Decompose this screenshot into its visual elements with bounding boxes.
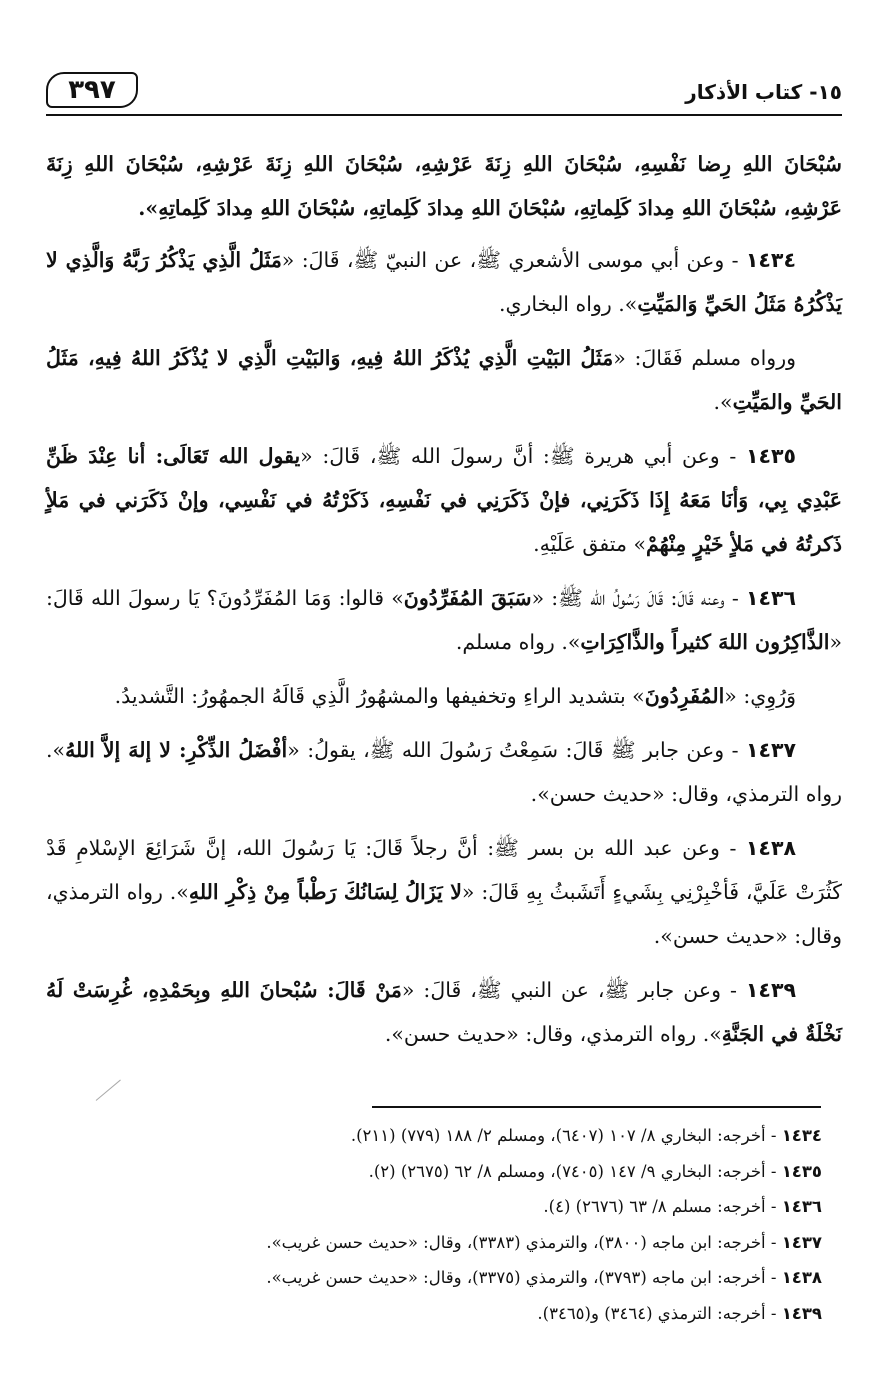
hadith-quote: مَثَلُ البَيْتِ الَّذِي يُذْكَرُ اللهُ فِيهِ، وَالبَيْتِ الَّذِي لا يُذْكَرُ اللهُ فِيهِ، مَثَلُ الحَيِّ والمَيِّتِ (46, 346, 842, 414)
running-header (46, 70, 842, 118)
footnote-1437 (46, 1225, 822, 1261)
paragraph-tasbih (46, 142, 842, 230)
hadith-1436-note (46, 674, 842, 718)
hadith-lead: - وعن أبي موسى الأشعري ﷺ، عن النبيّ ﷺ، قَالَ: « (281, 248, 739, 272)
hadith-1434 (46, 238, 842, 326)
hadith-lead: - وعن جابر ﷺ، عن النبي ﷺ، قَالَ: « (401, 978, 737, 1002)
chapter-title: ١٥- كتاب الأذكار (685, 80, 842, 104)
note-lead: وَرُوِي: « (724, 684, 796, 708)
footnote-number: ١٤٣٥ (781, 1161, 822, 1181)
page-number-badge (46, 72, 138, 108)
hadith-1434-muslim (46, 336, 842, 424)
main-text (46, 142, 842, 1066)
hadith-number: ١٤٣٥ (745, 444, 796, 468)
hadith-quote-2: الذَّاكِرُون اللهَ كثيراً والذَّاكِرَاتِ (580, 630, 830, 654)
footnote-number: ١٤٣٨ (781, 1268, 822, 1287)
hadith-quote: سَبَقَ المُفَرِّدُونَ (403, 586, 532, 610)
hadith-quote: مَنْ قَالَ: سُبْحانَ اللهِ وبِحَمْدِهِ، غُرِسَتْ لَهُ نَخْلَةٌ في الجَنَّةِ (46, 978, 842, 1046)
footnote-text: - أخرجه: الترمذي (٣٤٦٤) و(٣٤٦٥). (537, 1303, 777, 1323)
footnote-text: - أخرجه: البخاري ٩/ ١٤٧ (٧٤٠٥)، ومسلم ٨/ ٦٢ (٢٦٧٥) (٢). (368, 1161, 777, 1181)
footnote-1435 (46, 1154, 822, 1190)
hadith-1438 (46, 826, 842, 958)
hadith-lead: - وعن عبد الله بن بسر ﷺ: أنَّ رجلاً قَالَ: يَا رَسُولَ الله، إنَّ شَرَائِعَ الإسْلامِ قَدْ كَثُرَتْ عَلَيَّ، فَأخْبِرْنِي بِشَيءٍ أَتَشَبثُ بِهِ قَالَ: « (46, 836, 842, 904)
hadith-number: ١٤٣٦ (745, 586, 796, 610)
footnote-number: ١٤٣٤ (781, 1126, 822, 1145)
footnote-number: ١٤٣٦ (781, 1197, 822, 1216)
footnote-number: ١٤٣٧ (781, 1232, 822, 1252)
hadith-1437 (46, 728, 842, 816)
hadith-number: ١٤٣٨ (745, 836, 796, 860)
hadith-1435 (46, 434, 842, 566)
hadith-tail: » متفق عَلَيْهِ. (533, 532, 647, 556)
stray-pen-mark (96, 1080, 121, 1101)
hadith-lead: - وعن أبي هريرة ﷺ: أنَّ رسولَ الله ﷺ، قَالَ: « (300, 444, 737, 468)
hadith-mid: » قالوا: وَمَا المُفَرِّدُونَ؟ يَا رسولَ الله قَالَ: « (46, 586, 842, 654)
footnote-text: - أخرجه: مسلم ٨/ ٦٣ (٢٦٧٦) (٤). (543, 1197, 777, 1216)
hadith-lead: - وعنه قَالَ: قَالَ رَسُولُ الله ﷺ: « (531, 586, 739, 610)
hadith-quote: يقول الله تَعَالَى: أنا عِنْدَ ظَنِّ عَبْدِي بِي، وَأنَا مَعَهُ إِذَا ذَكَرَنِي، فإنْ ذَكَرَنِي في نَفْسِهِ، ذَكَرْتُهُ في نَفْسِي، وإنْ ذَكَرَني في مَلأٍ ذَكرتُهُ في مَلأٍ خَيْرٍ مِنْهُمْ (46, 444, 842, 556)
hadith-tail: ». (713, 390, 733, 414)
footnote-1434 (46, 1118, 822, 1154)
footnote-1436 (46, 1189, 822, 1225)
hadith-1436 (46, 576, 842, 664)
hadith-number: ١٤٣٩ (745, 978, 796, 1002)
note-tail: » بتشديد الراءِ وتخفيفها والمشهُورُ الَّذِي قَالَهُ الجمهُورُ: التَّشديدُ. (114, 684, 645, 708)
hadith-tail: ». رواه الترمذي، وقال: «حديث حسن». (46, 880, 842, 948)
hadith-tail: ». رواه الترمذي، وقال: «حديث حسن». (384, 1022, 722, 1046)
footnotes (46, 1118, 822, 1331)
hadith-number: ١٤٣٤ (745, 248, 796, 272)
hadith-tail: ». رواه مسلم. (455, 630, 581, 654)
footnote-1438 (46, 1260, 822, 1296)
footnote-text: - أخرجه: ابن ماجه (٣٨٠٠)، والترمذي (٣٣٨٣)، وقال: «حديث حسن غريب». (266, 1232, 777, 1252)
hadith-lead: - وعن جابر ﷺ قَالَ: سَمِعْتُ رَسُولَ الله ﷺ، يقولُ: « (287, 738, 739, 762)
footnote-divider (372, 1106, 821, 1108)
header-divider (46, 114, 842, 116)
hadith-tail: ». رواه البخاري. (498, 292, 638, 316)
hadith-lead: ورواه مسلم فَقَالَ: « (613, 346, 796, 370)
hadith-quote: مَثَلُ الَّذِي يَذْكُرُ رَبَّهُ وَالَّذِي لا يَذْكُرُهُ مَثَلُ الحَيِّ وَالمَيِّتِ (46, 248, 842, 316)
footnote-text: - أخرجه: البخاري ٨/ ١٠٧ (٦٤٠٧)، ومسلم ٢/ ١٨٨ (٧٧٩) (٢١١). (350, 1126, 777, 1145)
hadith-quote: لا يَزَالُ لِسَانُكَ رَطْباً مِنْ ذِكْرِ اللهِ (188, 880, 462, 904)
hadith-quote: أفْضَلُ الذِّكْرِ: لا إلهَ إلاَّ اللهُ (65, 738, 288, 762)
footnote-text: - أخرجه: ابن ماجه (٣٧٩٣)، والترمذي (٣٣٧٥)، وقال: «حديث حسن غريب». (266, 1268, 777, 1287)
hadith-number: ١٤٣٧ (745, 738, 796, 762)
tasbih-text: سُبْحَانَ اللهِ رِضا نَفْسِهِ، سُبْحَانَ اللهِ زِنَةَ عَرْشِهِ، سُبْحَانَ اللهِ زِنَةَ عَرْشِهِ، سُبْحَانَ اللهِ زِنَةَ عَرْشِهِ، سُبْحَانَ اللهِ مِدادَ كَلِماتِهِ، سُبْحَانَ اللهِ مِدادَ كَلِماتِهِ، سُبْحَانَ اللهِ مِدادَ كَلِماتِهِ». (46, 152, 842, 220)
hadith-1439 (46, 968, 842, 1056)
page-number: ٣٩٧ (68, 75, 116, 105)
note-word: المُفَرِدُونَ (644, 684, 725, 708)
hadith-tail: ». رواه الترمذي، وقال: «حديث حسن». (46, 738, 842, 806)
footnote-number: ١٤٣٩ (781, 1303, 822, 1323)
footnote-1439 (46, 1296, 822, 1332)
